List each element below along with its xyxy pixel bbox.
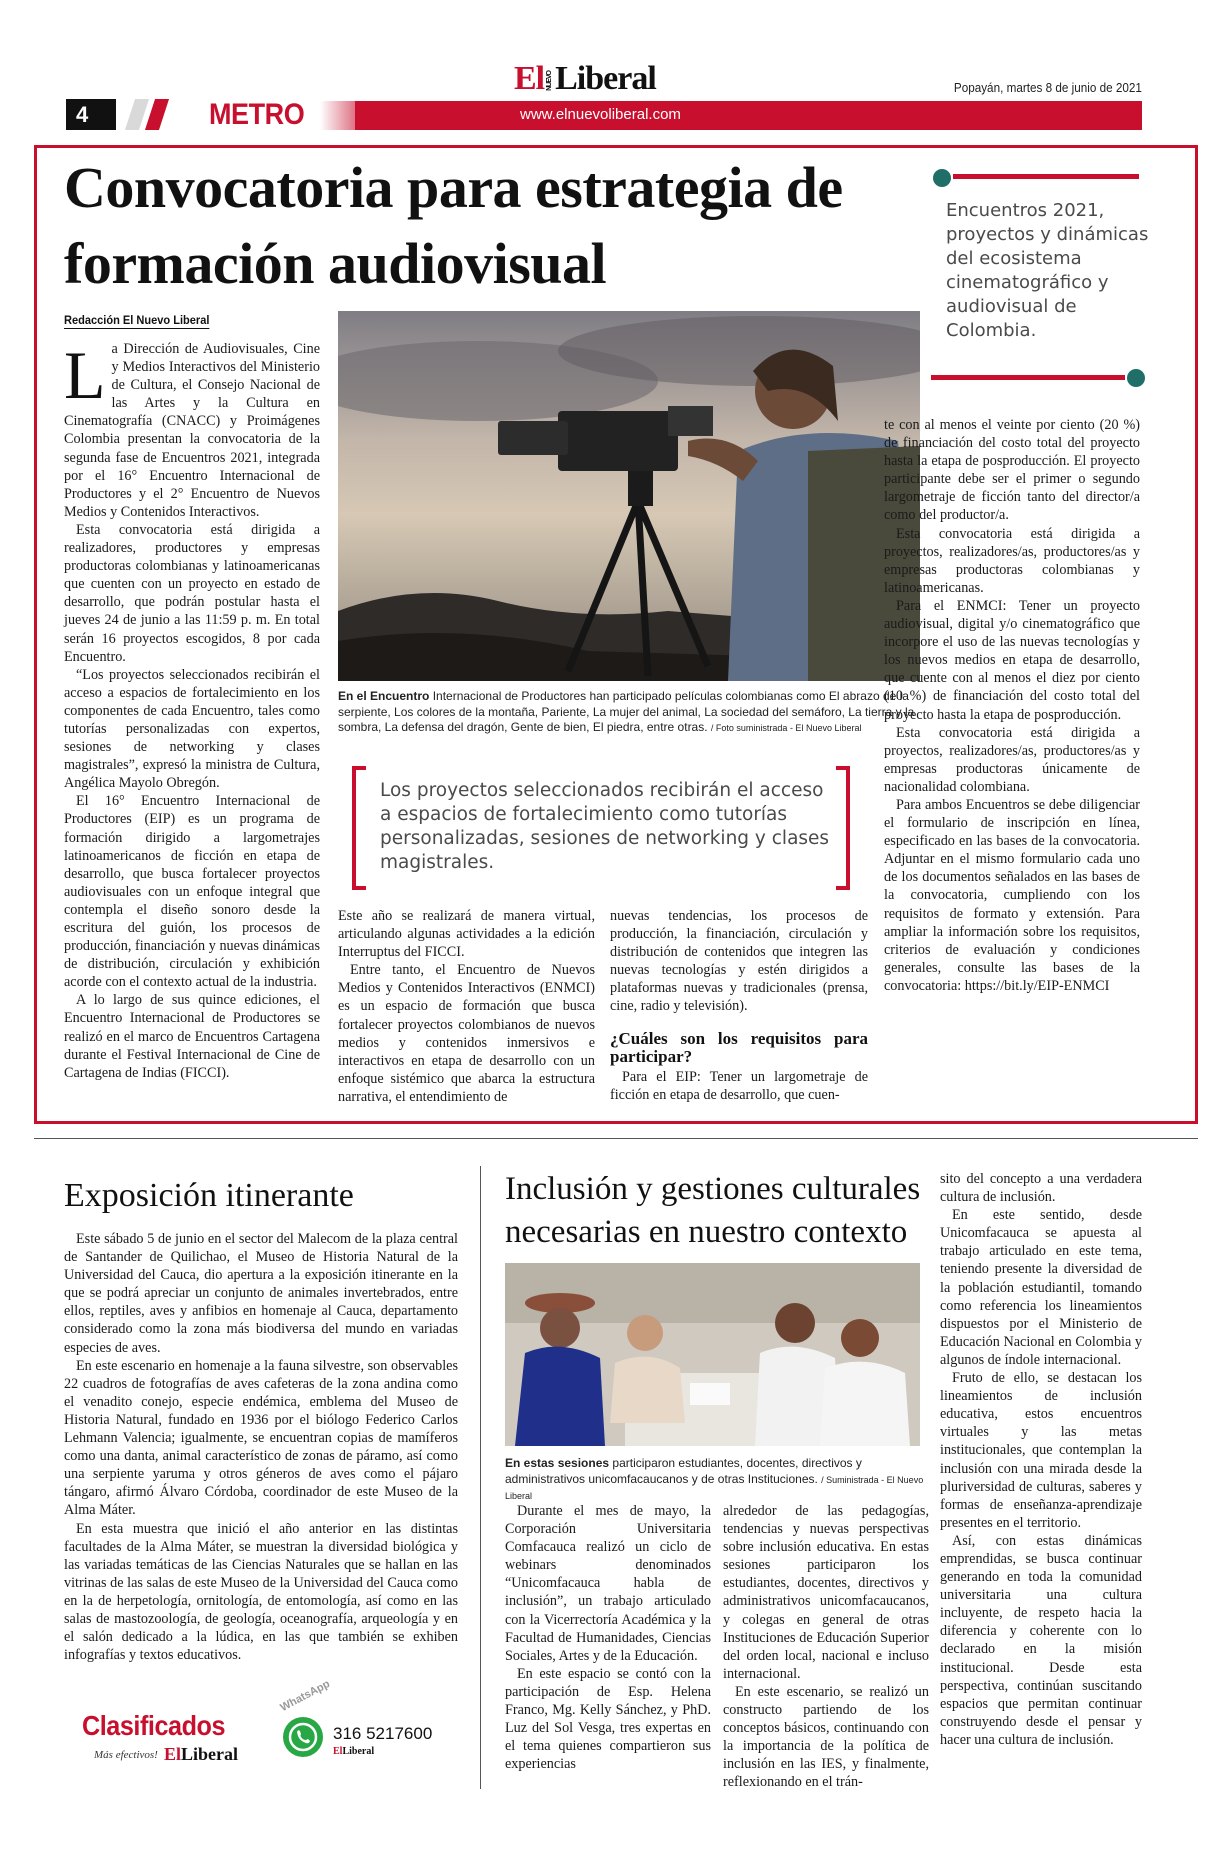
paragraph: “Los proyectos seleccionados recibirán el acceso a espacios de fortalecimiento en los componentes de cada Encuentro, tales como tutorías personalizadas con expertos, sesiones de networking y clases magistrales”, expresó la ministra de Cultura, Angélica Mayolo Obregón. <box>64 666 320 792</box>
students-photo-caption: En estas sesiones participaron estudiantes, docentes, directivos y administrativos unicomfacaucanos y de otras Instituciones. / Suministrada - El Nuevo Liberal <box>505 1456 924 1501</box>
photo-caption: En el Encuentro Internacional de Productores han participado películas colombianas como El abrazo de la serpiente, Los colores de la montaña, Pariente, La mujer del animal, La sociedad del semáforo, La tierra y la sombra, La defensa del dragón, Gente de bien, El piedra, entre otras. / Foto suministrada - El Nuevo Liberal <box>338 689 915 734</box>
quote-bracket-right <box>836 766 850 890</box>
main-article-column-1 <box>64 337 320 1082</box>
exposicion-headline: Exposición itinerante <box>64 1177 354 1214</box>
teal-dot-top-icon <box>933 169 951 187</box>
paragraph: Esta convocatoria está dirigida a proyectos, realizadores/as, productores/as y empresas productoras colombianas y latinoamericanas. <box>884 525 1140 596</box>
paragraph: El 16° Encuentro Internacional de Productores (EIP) es un programa de formación dirigido a largometrajes latinoamericanos de ficción en etapa de desarrollo, que busca fortalecer proyectos audiovisuales con un enfoque integral que contempla el diseño sonoro desde la escritura del guión, los procesos de producción, financiación y nuevas dinámicas de distribución, circulación y exhibición acorde con el contexto actual de la industria. <box>64 793 320 991</box>
inclusion-column-1 <box>505 1502 711 1773</box>
pull-quote: Los proyectos seleccionados recibirán el acceso a espacios de fortalecimiento como tutorías personalizadas, sesiones de networking y clases magistrales. <box>380 780 830 873</box>
paragraph: Esta convocatoria está dirigida a proyectos, realizadores/as, productores/as y empresas productoras únicamente de nacionalidad colombiana. <box>884 724 1140 795</box>
paragraph: sito del concepto a una verdadera cultura de inclusión. <box>940 1171 1142 1206</box>
section-title: METRO <box>209 98 305 131</box>
main-headline: Convocatoria para estrategia de formación audiovisual <box>64 155 843 296</box>
whatsapp-icon[interactable] <box>283 1717 323 1757</box>
paragraph: Para el EIP: Tener un largometraje de ficción en etapa de desarrollo, que cuen- <box>610 1068 868 1103</box>
drop-cap: L <box>64 337 106 413</box>
sidebar-summary: Encuentros 2021, proyectos y dinámicas del ecosistema cinematográfico y audiovisual de Colombia. <box>946 200 1149 341</box>
paragraph: En este escenario, se realizó un constructo partiendo de los conceptos básicos, continuando con la importancia de la política de inclusión en las IES, y finalmente, reflexionando en el trán- <box>723 1683 929 1791</box>
exposicion-body <box>64 1230 458 1664</box>
paragraph: Así, con estas dinámicas emprendidas, se busca continuar generando en toda la comunidad universitaria una cultura incluyente, de respeto hacia la diferencia y coherente con lo declarado en la misión institucional. Desde esta perspectiva, continúan suscitando espacios que permitan continuar construyendo desde el pensar y hacer una cultura de inclusión. <box>940 1532 1142 1748</box>
paragraph: Este año se realizará de manera virtual, articulando algunas actividades a la edición Interruptus del FICCI. <box>338 908 595 961</box>
students-photo <box>505 1263 920 1446</box>
main-article-column-4 <box>884 416 1140 995</box>
classifieds-phone[interactable]: 316 5217600 <box>333 1724 433 1743</box>
inclusion-column-3 <box>940 1170 1142 1749</box>
paragraph: Para ambos Encuentros se debe diligenciar el formulario de inscripción en línea, especificado en las bases de la convocatoria. Adjuntar en el mismo formulario cada uno de los documentos señalados en las bases de la convocatoria, cumpliendo con los requisitos de formato y extensión. Para ampliar la información sobre los requisitos, criterios de evaluación y condiciones generales, consulte las bases de la convocatoria: https://bit.ly/EIP-ENMCI <box>884 796 1140 994</box>
paragraph: Fruto de ello, se destacan los lineamientos de inclusión educativa, estos encuentros virtuales y las metas institucionales, que contemplan la inclusión con una mirada desde la pluriversidad de culturas, saberes y formas de enseñanza-aprendizaje presentes en el territorio. <box>940 1370 1142 1531</box>
whatsapp-label: WhatsApp <box>278 1677 333 1715</box>
paragraph: nuevas tendencias, los procesos de producción, la financiación, circulación y distribución de contenidos que integren las nuevas tecnologías y estén dirigidos a plataformas nuevas y tradicionales (prensa, cine, radio y televisión). <box>610 908 868 1015</box>
classifieds-tagline: Más efectivos! <box>94 1749 158 1761</box>
sidebar-rule-bottom <box>931 375 1125 380</box>
inclusion-headline: Inclusión y gestiones culturales necesarias en nuestro contexto <box>505 1171 921 1250</box>
paragraph: alrededor de las pedagogías, tendencias y nuevas perspectivas sobre inclusión educativa. En estas sesiones participaron los estudiantes, docentes, directivos y administrativos unicomfacaucanos, y colegas en general de otras Instituciones de Educación Superior del orden local, nacional e incluso internacional. <box>723 1503 929 1682</box>
paragraph: Para el ENMCI: Tener un proyecto audiovisual, digital y/o cinematográfico que incorpore el uso de las nuevas tecnologías y los nuevos medios en etapa de desarrollo, que cuente con al menos el diez por ciento (10 %) de financiación del costo total del proyecto hasta la etapa de posproducción. <box>884 597 1140 723</box>
main-article-column-2 <box>338 907 595 1106</box>
paragraph: En este sentido, desde Unicomfacauca se apuesta al trabajo articulado en este tema, teniendo presente la diversidad de la población estudiantil, tomando como referencia los lineamientos dispuestos por el Ministerio de Educación Nacional en Colombia y algunos de índole internacional. <box>940 1207 1142 1368</box>
masthead-logo: El NUEVOLiberal <box>514 60 656 97</box>
site-url[interactable]: www.elnuevoliberal.com <box>520 106 681 123</box>
teal-dot-bottom-icon <box>1127 369 1145 387</box>
classifieds-title: Clasificados <box>82 1710 226 1741</box>
header-bar <box>355 101 1142 130</box>
subheading: ¿Cuáles son los requisitos para participar? <box>610 1028 868 1066</box>
filmmaker-photo <box>338 311 920 681</box>
paragraph: A lo largo de sus quince ediciones, el Encuentro Internacional de Productores se realizó en el marco de Encuentros Cartagena durante el Festival Internacional de Cine de Cartagena de Indias (FICCI). <box>64 992 320 1081</box>
paragraph: En este escenario en homenaje a la fauna silvestre, son observables 22 cuadros de fotografías de aves cafeteras de la zona andina como el venadito conejo, especie endémica, emblema del Museo de Historia Natural, fundado en 1936 por el biólogo Federico Carlos Lehmann Valencia; igualmente, se encuentran copias de mamíferos como una danta, animal característico de zonas de páramo, así como una serpiente yaruma y otros géneros de aves como el pájaro tángaro, afirmó Álvaro Córdoba, coordinador de este Museo de la Alma Máter. <box>64 1357 458 1519</box>
paragraph: En esta muestra que inició el año anterior en las distintas facultades de la Alma Máter, se muestran la diversidad biológica y las variadas temáticas de las Ciencias Naturales que se hallan en las vitrinas de las salas de este Museo de la Universidad del Cauca como en la de herpetología, ornitología, de entomología, así como en las salas de mastozoología, de geología, oceanografía, arqueología y en el salón dedicado a la lúdica, en las que también se exhiben infografías y textos educativos. <box>64 1520 458 1664</box>
paragraph: En este espacio se contó con la participación de Esp. Helena Franco, Mg. Kelly Sánchez, y PhD. Luz del Sol Vesga, tres expertas en el tema quienes compartieron sus experiencias <box>505 1665 711 1773</box>
paragraph: Durante el mes de mayo, la Corporación Universitaria Comfacauca realizó un ciclo de webinars denominados “Unicomfacauca habla de inclusión”, un trabajo articulado con la Vicerrectoría Académica y la Facultad de Humanidades, Ciencias Sociales, Artes y de la Educación. <box>505 1503 711 1664</box>
classifieds-logo: ElLiberal <box>164 1744 239 1764</box>
paragraph: Este sábado 5 de junio en el sector del Malecom de la plaza central de Santander de Quilichao, el Museo de Historia Natural de la Universidad del Cauca, dio apertura a la exposición itinerante en la que se podrá apreciar un conjunto de animales invertebrados, entre ellos, reptiles, aves y anfibios en homenaje al Cauca, departamento considerado como la zona más biodiversa del mundo en variadas especies de aves. <box>64 1231 458 1356</box>
sidebar-rule-top <box>953 174 1139 179</box>
paragraph: te con al menos el veinte por ciento (20 %) de financiación del costo total del proyecto hasta la etapa de posproducción. El proyecto participante debe ser el primer o segundo largometraje de ficción tanto del director/a como del productor/a. <box>884 417 1140 524</box>
paragraph: Esta convocatoria está dirigida a realizadores, productores y empresas productoras colombianas y latinoamericanas que cuenten con un proyecto en estado de desarrollo, que podrán postular hasta el jueves 24 de junio a las 11:59 p. m. En total serán 16 proyectos escogidos, 8 por cada Encuentro. <box>64 521 320 665</box>
column-divider <box>480 1166 481 1789</box>
classifieds-small-logo: ElLiberal <box>333 1746 375 1757</box>
byline: Redacción El Nuevo Liberal <box>64 313 210 327</box>
dateline: Popayán, martes 8 de junio de 2021 <box>954 80 1142 95</box>
inclusion-column-2 <box>723 1502 929 1792</box>
header-decoration-red <box>145 99 169 130</box>
paragraph: Entre tanto, el Encuentro de Nuevos Medios y Contenidos Interactivos (ENMCI) es un espacio de formación que busca fortalecer proyectos colombianos de nuevos medios y contenidos inmersivos e interactivos en etapa de desarrollo con un enfoque sistémico que abarca la estructura narrativa, el entendimiento de <box>338 962 595 1105</box>
paragraph: a Dirección de Audiovisuales, Cine y Medios Interactivos del Ministerio de Cultura, el Consejo Nacional de las Artes y la Cultura en Cinematografía (CNACC) y Proimágenes Colombia presentan la convocatoria de la segunda fase de Encuentros 2021, integrada por el 16° Encuentro Internacional de Productores y el 2° Encuentro de Nuevos Medios y Contenidos Interactivos. <box>64 341 320 520</box>
section-divider <box>34 1138 1198 1139</box>
page-number: 4 <box>66 99 116 130</box>
main-article-column-3 <box>610 907 868 1104</box>
quote-bracket-left <box>352 766 366 890</box>
